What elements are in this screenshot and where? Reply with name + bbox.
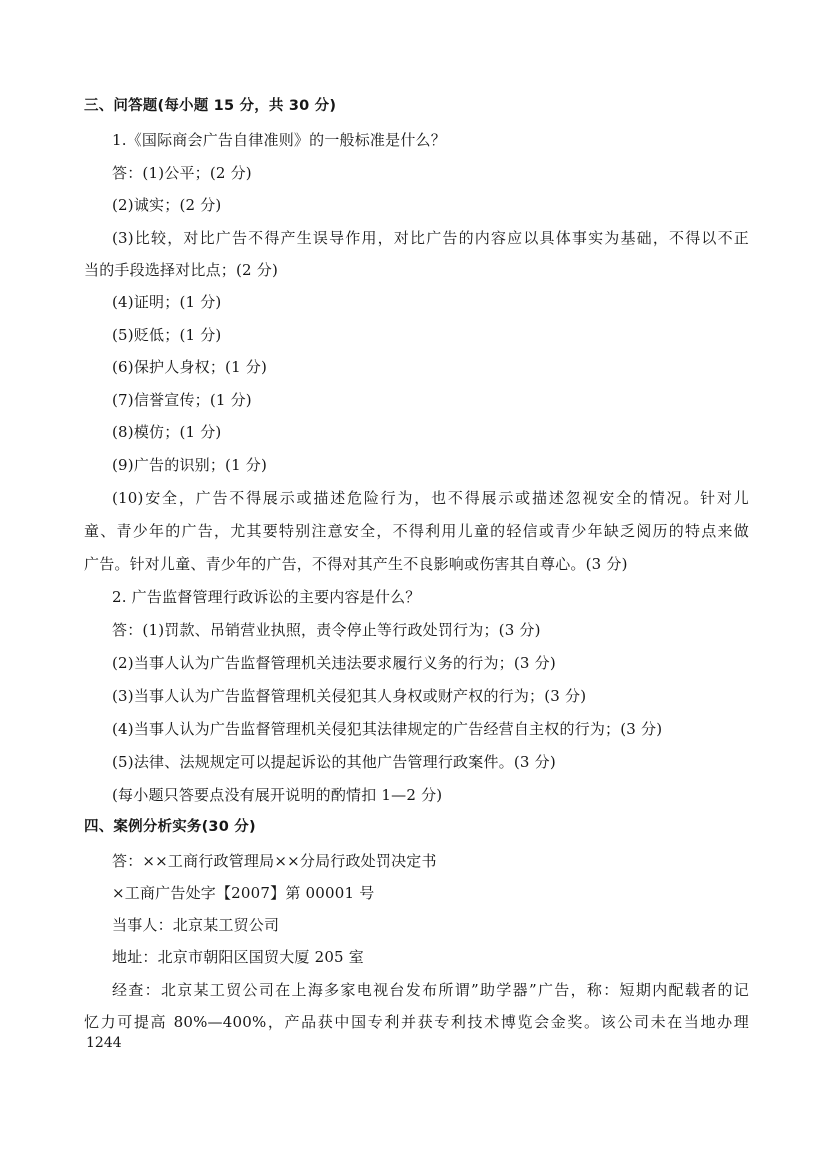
findings-line-1: 经查：北京某工贸公司在上海多家电视台发布所谓”助学器”广告，称：短期内配载者的记: [112, 981, 749, 999]
answer-1-item-10-line-1: (10)安全，广告不得展示或描述危险行为，也不得展示或描述忽视安全的情况。针对儿: [112, 489, 749, 507]
answer-2-item-1: 答：(1)罚款、吊销营业执照，责令停止等行政处罚行为；(3 分): [112, 621, 541, 639]
answer-2-item-5: (5)法律、法规规定可以提起诉讼的其他广告管理行政案件。(3 分): [112, 753, 556, 771]
answer-1-item-7: (7)信誉宣传；(1 分): [112, 391, 252, 409]
party-address: 地址：北京市朝阳区国贸大厦 205 室: [112, 948, 364, 966]
answer-2-item-4: (4)当事人认为广告监督管理机关侵犯其法律规定的广告经营自主权的行为；(3 分): [112, 720, 663, 738]
party-name: 当事人：北京某工贸公司: [112, 916, 280, 934]
answer-1-item-6: (6)保护人身权；(1 分): [112, 358, 268, 376]
page-number: 1244: [86, 1035, 122, 1051]
decision-number: ×工商广告处字【2007】第 00001 号: [112, 884, 375, 902]
question-1: 1.《国际商会广告自律准则》的一般标准是什么？: [112, 131, 446, 149]
answer-1-item-9: (9)广告的识别；(1 分): [112, 456, 268, 474]
section-4-heading: 四、案例分析实务(30 分): [84, 819, 256, 835]
answer-1-item-3-line-2: 当的手段选择对比点；(2 分): [84, 261, 279, 279]
section-3-heading: 三、问答题(每小题 15 分，共 30 分): [84, 98, 337, 114]
answer-1-item-10-line-2: 童、青少年的广告，尤其要特别注意安全，不得利用儿童的轻信或青少年缺乏阅历的特点来做: [84, 522, 749, 540]
answer-1-item-3-line-1: (3)比较，对比广告不得产生误导作用，对比广告的内容应以具体事实为基础，不得以不正: [112, 229, 749, 247]
answer-1-item-4: (4)证明；(1 分): [112, 293, 222, 311]
answer-2-item-2: (2)当事人认为广告监督管理机关违法要求履行义务的行为；(3 分): [112, 654, 556, 672]
findings-line-2: 忆力可提高 80%—400%，产品获中国专利并获专利技术博览会金奖。该公司未在当地办理: [84, 1013, 749, 1031]
answer-2-item-3: (3)当事人认为广告监督管理机关侵犯其人身权或财产权的行为；(3 分): [112, 687, 587, 705]
scoring-note: (每小题只答要点没有展开说明的酌情扣 1—2 分): [112, 786, 443, 804]
answer-1-item-2: (2)诚实；(2 分): [112, 196, 222, 214]
answer-1-item-1: 答：(1)公平；(2 分): [112, 164, 252, 182]
question-2: 2. 广告监督管理行政诉讼的主要内容是什么？: [112, 588, 421, 606]
answer-1-item-8: (8)模仿；(1 分): [112, 423, 222, 441]
decision-title: 答：××工商行政管理局××分局行政处罚决定书: [112, 852, 437, 870]
answer-1-item-5: (5)贬低；(1 分): [112, 326, 222, 344]
answer-1-item-10-line-3: 广告。针对儿童、青少年的广告，不得对其产生不良影响或伤害其自尊心。(3 分): [84, 555, 628, 573]
